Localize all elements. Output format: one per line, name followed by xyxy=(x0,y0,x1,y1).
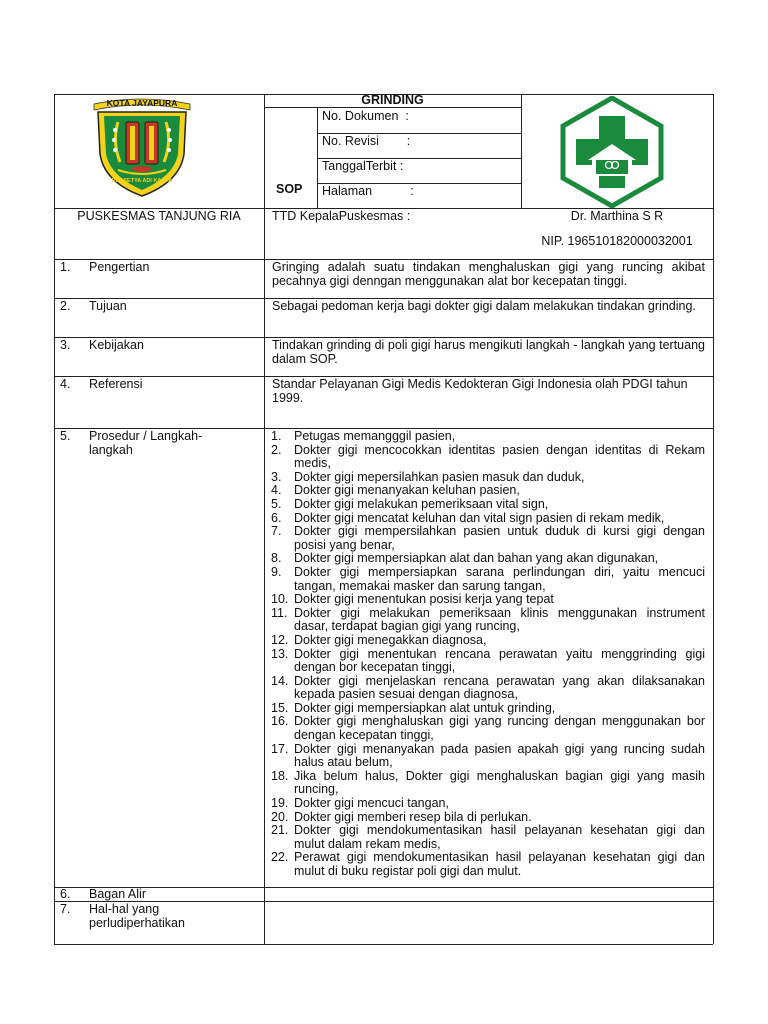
section-5-label: Prosedur / Langkah-langkah xyxy=(89,429,203,457)
step-text: Dokter gigi mencatat keluhan dan vital sign pasien di rekam medik, xyxy=(294,510,665,525)
step-number: 7. xyxy=(271,524,282,539)
section-1-label: Pengertian xyxy=(89,260,150,274)
section-6-no: 6. xyxy=(60,887,71,901)
procedure-step xyxy=(271,743,705,770)
step-number: 17. xyxy=(271,741,289,756)
step-text: Dokter gigi menanyakan keluhan pasien, xyxy=(294,483,520,498)
step-number: 3. xyxy=(271,469,282,484)
section-2-text: Sebagai pedoman kerja bagi dokter gigi dalam melakukan tindakan grinding. xyxy=(272,299,696,313)
step-text: Dokter gigi mencuci tangan, xyxy=(294,796,449,811)
procedure-step xyxy=(271,851,705,878)
procedure-step xyxy=(271,552,705,566)
procedure-step xyxy=(271,430,705,444)
document-title: GRINDING xyxy=(361,93,424,107)
procedure-step xyxy=(271,675,705,702)
step-number: 6. xyxy=(271,510,282,525)
logo-banner-text: KOTA JAYAPURA xyxy=(106,98,178,108)
procedure-step xyxy=(271,444,705,471)
step-text: Dokter gigi mempersiapkan alat dan bahan yang akan digunakan, xyxy=(294,551,659,566)
procedure-step xyxy=(271,811,705,825)
step-number: 12. xyxy=(271,632,289,647)
step-text: Dokter gigi menentukan posisi kerja yang tepat xyxy=(294,592,554,607)
step-number: 4. xyxy=(271,483,282,498)
step-number: 15. xyxy=(271,700,289,715)
step-text: Dokter gigi menanyakan pada pasien apakah gigi yang runcing sudah halus atau belum, xyxy=(294,741,705,770)
procedure-step xyxy=(271,593,705,607)
step-number: 5. xyxy=(271,496,282,511)
puskesmas-logo xyxy=(558,96,666,208)
step-number: 2. xyxy=(271,442,282,457)
section-4-no: 4. xyxy=(60,377,71,391)
procedure-step xyxy=(271,471,705,485)
section-7-no: 7. xyxy=(60,902,71,916)
signatory-name: Dr. Marthina S R xyxy=(570,209,664,223)
section-2-label: Tujuan xyxy=(89,299,127,313)
org-name: PUSKESMAS TANJUNG RIA xyxy=(77,209,241,223)
procedure-step xyxy=(271,498,705,512)
step-text: Petugas memangggil pasien, xyxy=(294,429,456,443)
step-number: 8. xyxy=(271,551,282,566)
step-text: Perawat gigi mendokumentasikan hasil pelayanan kesehatan gigi dan mulut di buku registar poli gigi dan mulut. xyxy=(294,850,705,878)
step-number: 16. xyxy=(271,714,289,729)
kota-jayapura-logo xyxy=(88,96,196,200)
step-number: 21. xyxy=(271,823,289,838)
step-number: 9. xyxy=(271,564,282,579)
step-number: 1. xyxy=(271,429,282,443)
signatory-nip: NIP. 196510182000032001 xyxy=(541,234,693,248)
step-number: 10. xyxy=(271,592,289,607)
step-text: Dokter gigi mencocokkan identitas pasien dengan identitas di Rekam medis, xyxy=(294,442,705,471)
field-halaman: Halaman : xyxy=(322,184,414,198)
section-3-no: 3. xyxy=(60,338,71,352)
step-text: Dokter gigi memberi resep bila di perlukan. xyxy=(294,809,532,824)
section-4-text: Standar Pelayanan Gigi Medis Kedokteran Gigi Indonesia olah PDGI tahun 1999. xyxy=(272,377,688,405)
step-text: Dokter gigi mempersiapkan alat untuk grinding, xyxy=(294,700,556,715)
section-3-label: Kebijakan xyxy=(89,338,144,352)
procedure-step xyxy=(271,715,705,742)
step-number: 11. xyxy=(271,605,288,620)
section-4-label: Referensi xyxy=(89,377,143,391)
section-7-label: Hal-hal yang perludiperhatikan xyxy=(89,902,185,930)
field-no-dokumen: No. Dokumen : xyxy=(322,109,409,123)
step-text: Dokter gigi melakukan pemeriksaan vital sign, xyxy=(294,496,549,511)
section-1-text: Gringing adalah suatu tindakan menghaluskan gigi yang runcing akibat pecahnya gigi denngan menggunakan alat bor kecepatan tinggi. xyxy=(272,260,705,288)
step-number: 20. xyxy=(271,809,289,824)
procedure-steps xyxy=(271,430,705,879)
step-text: Dokter gigi mendokumentasikan hasil pelayanan kesehatan gigi dan mulut dalam rekam medis, xyxy=(294,823,705,851)
section-1-no: 1. xyxy=(60,260,71,274)
procedure-step xyxy=(271,525,705,552)
section-3-text: Tindakan grinding di poli gigi harus mengikuti langkah - langkah yang tertuang dalam SOP. xyxy=(272,338,705,366)
step-text: Dokter gigi melakukan pemeriksaan klinis menggunakan instrument dasar, terdapat bagian gigi yang runcing, xyxy=(294,605,705,634)
step-number: 22. xyxy=(271,850,289,865)
section-5-no: 5. xyxy=(60,429,71,443)
field-tanggal-terbit: TanggalTerbit : xyxy=(322,159,404,173)
step-text: Dokter gigi menghaluskan gigi yang runcing dengan menggunakan bor dengan kecepatan tinggi, xyxy=(294,714,705,743)
step-text: Dokter gigi mempersiapkan sarana perlindungan diri, yaitu mencuci tangan, memakai masker dan sarung tangan, xyxy=(294,564,705,593)
step-text: Dokter gigi menentukan rencana perawatan yaitu menggrinding gigi dengan bor kecepatan tinggi, xyxy=(294,646,705,675)
procedure-step xyxy=(271,566,705,593)
procedure-step xyxy=(271,634,705,648)
step-number: 18. xyxy=(271,768,289,783)
signature-label: TTD KepalaPuskesmas : xyxy=(272,209,411,223)
procedure-step xyxy=(271,484,705,498)
step-number: 13. xyxy=(271,646,289,661)
step-text: Dokter gigi menjelaskan rencana perawatan yang akan dilaksanakan kepada pasien sesuai dengan diagnosa, xyxy=(294,673,705,702)
procedure-step xyxy=(271,512,705,526)
section-2-no: 2. xyxy=(60,299,71,313)
step-number: 19. xyxy=(271,796,289,811)
step-text: Dokter gigi mempersilahkan pasien untuk duduk di kursi gigi dengan posisi yang benar, xyxy=(294,524,705,552)
procedure-step xyxy=(271,702,705,716)
step-text: Dokter gigi mepersilahkan pasien masuk dan duduk, xyxy=(294,469,585,484)
step-number: 14. xyxy=(271,673,289,688)
procedure-step xyxy=(271,607,705,634)
section-6-label: Bagan Alir xyxy=(89,887,146,901)
logo-motto: PRASETYA ADI KARYA xyxy=(111,178,173,184)
sop-label: SOP xyxy=(276,182,303,196)
step-text: Dokter gigi menegakkan diagnosa, xyxy=(294,632,487,647)
procedure-step xyxy=(271,797,705,811)
procedure-step xyxy=(271,824,705,851)
step-text: Jika belum halus, Dokter gigi menghaluskan bagian gigi yang masih runcing, xyxy=(294,768,705,797)
procedure-step xyxy=(271,648,705,675)
procedure-step xyxy=(271,770,705,797)
field-no-revisi: No. Revisi : xyxy=(322,134,411,148)
